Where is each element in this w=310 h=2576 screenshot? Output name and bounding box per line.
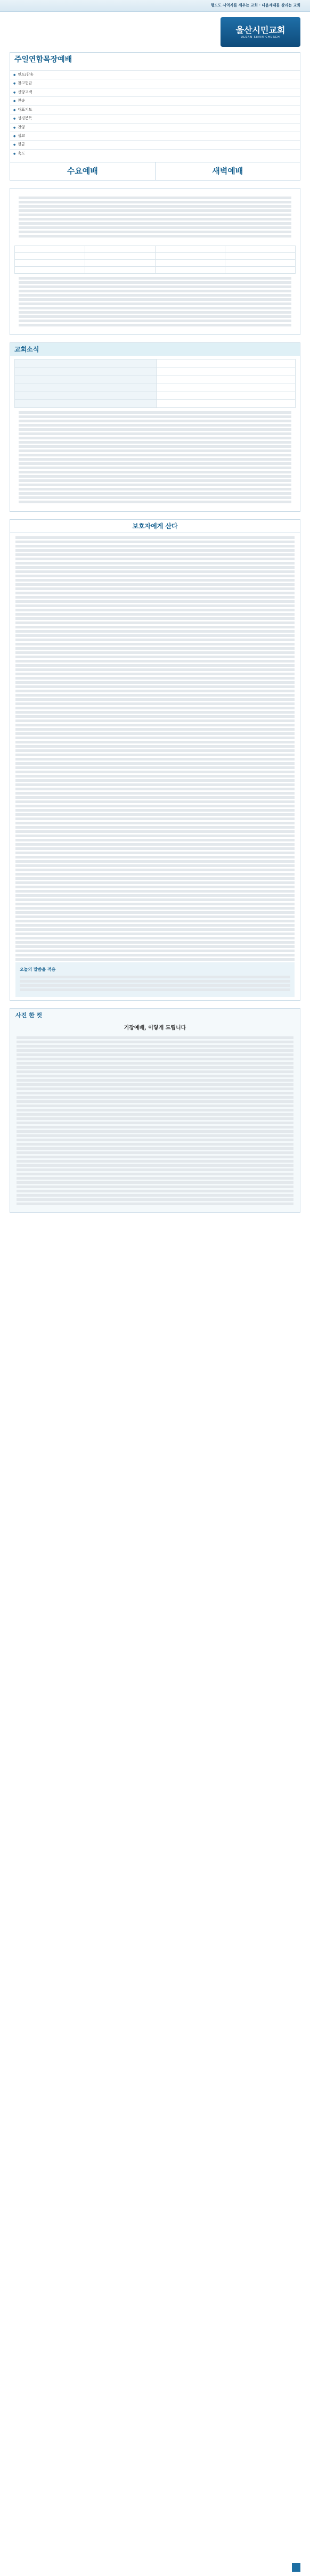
- gyoje-info-row: [15, 359, 296, 367]
- worship-order-row: [10, 70, 300, 79]
- sermon-section: [10, 519, 300, 1001]
- sermon-text: [15, 536, 295, 961]
- order-role: ● 인도/찬송: [10, 70, 53, 79]
- worship-order-table: [10, 70, 300, 158]
- gyoje-info-table: [14, 359, 296, 408]
- prayer-box: [15, 962, 295, 997]
- worship-order-row: [10, 79, 300, 88]
- gyoje-info-key: [15, 375, 157, 383]
- worship-order-row: [10, 141, 300, 149]
- gyoje-info-row: [15, 391, 296, 399]
- ministry-cell: [155, 259, 225, 266]
- church-news-section: [10, 188, 300, 335]
- order-role: ● 신앙고백: [10, 88, 53, 96]
- ministry-cell: [155, 252, 225, 259]
- ministry-cell: [155, 246, 225, 252]
- worship-note: [10, 158, 300, 162]
- order-person: [241, 70, 300, 79]
- ministry-cell: [15, 252, 85, 259]
- sermon-title: 보호자에게 산다: [132, 522, 178, 530]
- order-role: ● 헌금: [10, 141, 53, 149]
- gyoje-info-key: [15, 383, 157, 391]
- header: [0, 12, 310, 52]
- worship-order-row: [10, 149, 300, 158]
- ministry-cell: [15, 259, 85, 266]
- order-person: [241, 97, 300, 105]
- gyoje-info-key: [15, 391, 157, 399]
- ministry-cell: [15, 266, 85, 273]
- gyoje-header: [10, 343, 300, 356]
- news-box: [10, 189, 300, 334]
- order-role: ● 축도: [10, 149, 53, 158]
- worship-order-row: [10, 115, 300, 123]
- prayer-title: 오늘의 말씀을 적용: [20, 967, 56, 972]
- worship-order-row: [10, 123, 300, 132]
- column-section: [10, 1008, 300, 1213]
- church-logo: [221, 17, 300, 47]
- gyoje-info-row: [15, 383, 296, 391]
- order-content: [53, 97, 241, 105]
- order-role: ● 참고헌금: [10, 79, 53, 88]
- order-content: [53, 105, 241, 114]
- gyoje-info-row: [15, 367, 296, 375]
- ministry-cell: [15, 246, 85, 252]
- ministry-row: [15, 246, 296, 252]
- gyoje-info-value: [156, 359, 295, 367]
- order-role: ● 설교: [10, 132, 53, 140]
- church-english-name: ULSAN SIMIN CHURCH: [241, 36, 280, 39]
- ministry-row: [15, 266, 296, 273]
- gyoje-body: [10, 356, 300, 511]
- ministry-cell: [155, 266, 225, 273]
- ministry-table: [14, 246, 296, 274]
- gyoje-text: [14, 408, 296, 508]
- footer: [10, 2563, 300, 2572]
- order-content: [53, 123, 241, 132]
- order-content: [53, 79, 241, 88]
- order-person: [241, 141, 300, 149]
- order-content: [53, 70, 241, 79]
- order-content: [53, 132, 241, 140]
- worship-order-row: [10, 97, 300, 105]
- church-motto: 행드도 사역자를 세우는 교회 · 다음세대를 살리는 교회: [210, 3, 300, 7]
- dawn-title: 새벽예배: [212, 166, 243, 176]
- sermon-header: [10, 520, 300, 533]
- gyoje-info-value: [156, 367, 295, 375]
- order-person: [241, 123, 300, 132]
- worship-title-bar: [10, 53, 300, 67]
- sermon-body: [10, 533, 300, 1000]
- ministry-cell: [225, 259, 296, 266]
- gyoje-title: 교회소식: [14, 345, 39, 353]
- worship-order-row: [10, 88, 300, 96]
- evening-title: 수요예배: [67, 166, 98, 176]
- evening-service: [10, 162, 155, 179]
- ministry-cell: [85, 246, 155, 252]
- gyoje-info-value: [156, 391, 295, 399]
- page-number: [292, 2563, 300, 2572]
- gyoje-info-key: [15, 359, 157, 367]
- worship-title: 주일연합목장예배: [14, 55, 72, 64]
- order-role: ● 찬양: [10, 123, 53, 132]
- dawn-service: [155, 162, 300, 179]
- ministry-cell: [85, 259, 155, 266]
- worship-order-row: [10, 132, 300, 140]
- order-content: [53, 115, 241, 123]
- top-strip: [0, 0, 310, 12]
- worship-order-row: [10, 105, 300, 114]
- prayer-lines: [20, 976, 290, 991]
- church-name: 울산시민교회: [235, 24, 285, 35]
- ministry-cell: [225, 246, 296, 252]
- ministry-row: [15, 259, 296, 266]
- order-content: [53, 149, 241, 158]
- gyoje-info-value: [156, 383, 295, 391]
- ministry-cell: [85, 266, 155, 273]
- news-text-block-2: [14, 274, 296, 331]
- order-person: [241, 149, 300, 158]
- worship-order-section: [10, 52, 300, 181]
- gyoje-section: [10, 342, 300, 512]
- ministry-cell: [225, 252, 296, 259]
- gyoje-info-row: [15, 399, 296, 407]
- column-body: [10, 1036, 300, 1212]
- order-content: [53, 141, 241, 149]
- ministry-cell: [225, 266, 296, 273]
- ministry-cell: [85, 252, 155, 259]
- order-role: ● 찬송: [10, 97, 53, 105]
- gyoje-info-row: [15, 375, 296, 383]
- other-services: [10, 162, 300, 179]
- column-text: [17, 1036, 293, 1205]
- gyoje-info-value: [156, 399, 295, 407]
- order-person: [241, 79, 300, 88]
- column-title: 기장예배, 이렇게 드립니다: [124, 1025, 186, 1032]
- order-person: [241, 115, 300, 123]
- column-label: 사진 한 컷: [15, 1011, 43, 1019]
- order-person: [241, 132, 300, 140]
- order-content: [53, 88, 241, 96]
- ministry-row: [15, 252, 296, 259]
- gyoje-info-value: [156, 375, 295, 383]
- order-role: ● 성경봉독: [10, 115, 53, 123]
- order-person: [241, 88, 300, 96]
- order-person: [241, 105, 300, 114]
- news-text-block: [14, 193, 296, 242]
- gyoje-info-key: [15, 399, 157, 407]
- order-role: ● 대표기도: [10, 105, 53, 114]
- gyoje-info-key: [15, 367, 157, 375]
